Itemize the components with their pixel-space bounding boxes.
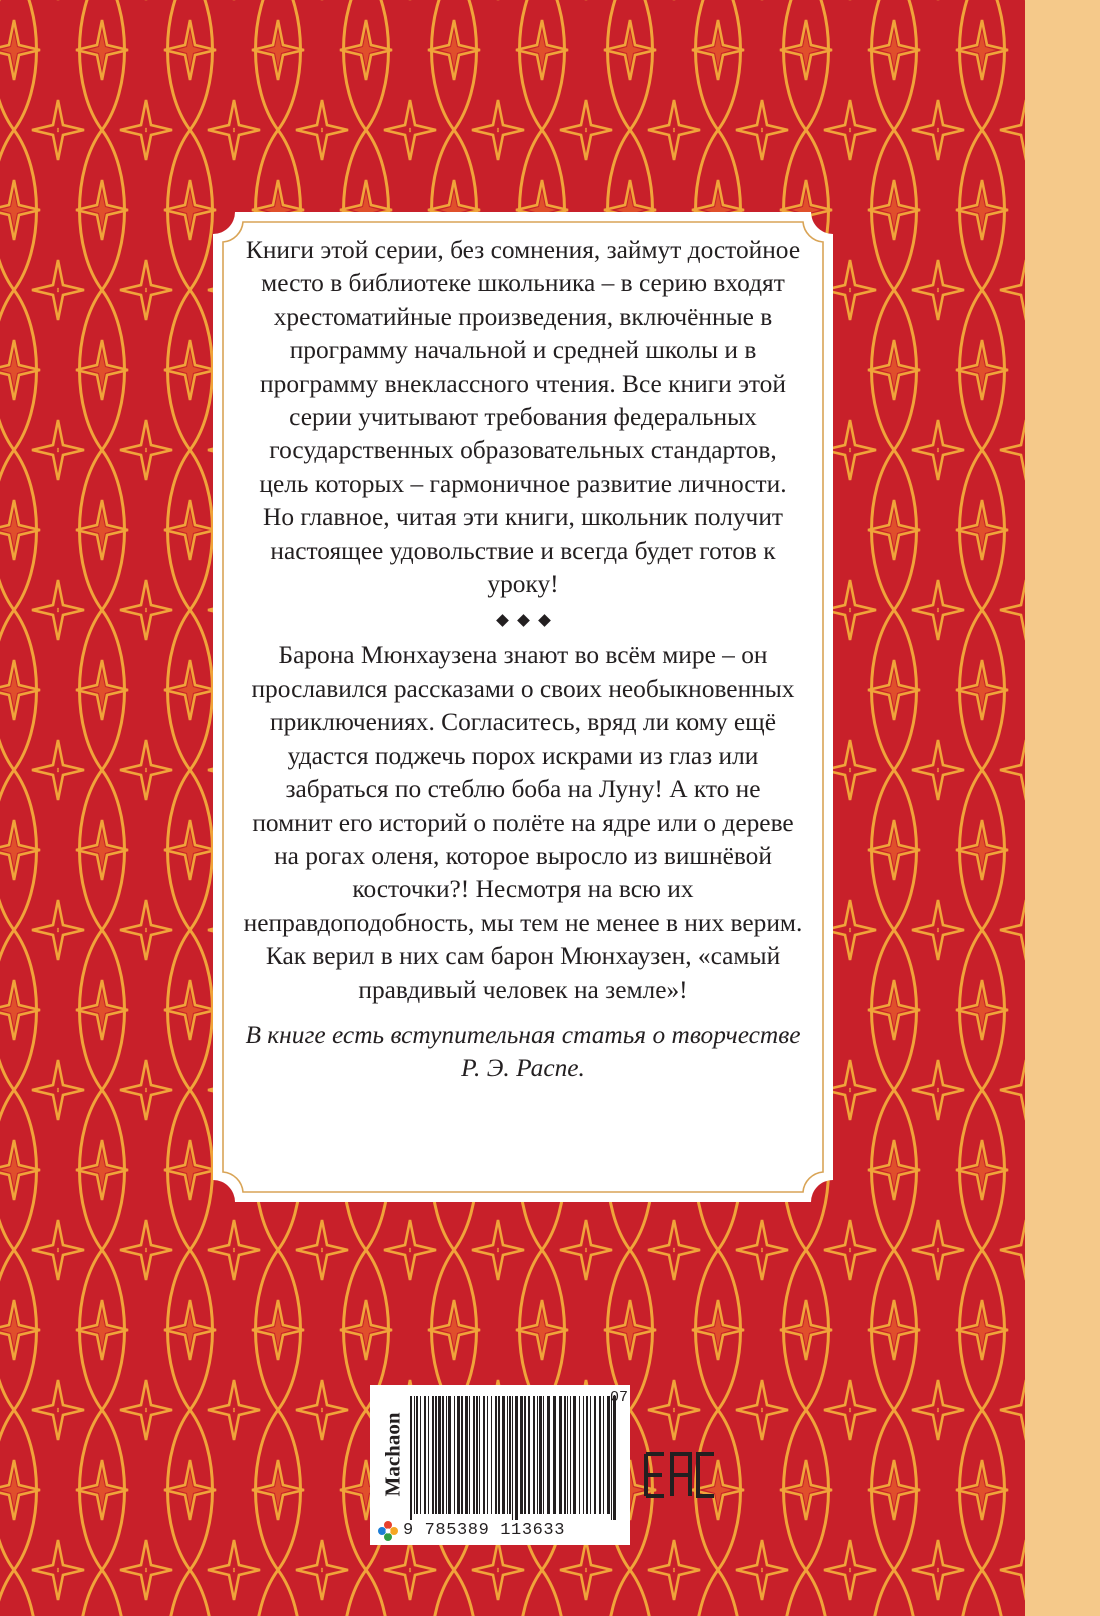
barcode-addon: 07	[609, 1389, 628, 1406]
intro-article-note: В книге есть вступительная статья о творчестве Р. Э. Распе.	[245, 1020, 801, 1083]
publisher-brand	[380, 1390, 406, 1518]
diamond-icon	[517, 614, 530, 627]
eac-mark-icon	[644, 1452, 716, 1498]
diamond-icon	[538, 614, 551, 627]
diamond-icon	[496, 614, 509, 627]
card-text	[243, 234, 803, 1086]
isbn-digits: 9 785389 113633	[403, 1521, 566, 1540]
book-spine	[1025, 0, 1100, 1616]
flower-logo-icon	[376, 1519, 400, 1543]
divider	[243, 601, 803, 639]
series-description: Книги этой серии, без сомнения, займут достойное место в библиотеке школьника – в серию входят хрестоматийные произведения, включённые в программу начальной и средней школы и в программу внеклассного чтения. Все книги этой серии учитывают требования федеральных государственных образовательных стандартов, цель которых – гармоничное развитие личности. Но главное, читая эти книги, школьник получит настоящее удовольствие и всегда будет готов к уроку!	[245, 236, 801, 599]
description-card	[213, 212, 833, 1202]
publisher-brand-text: Machaon	[380, 1412, 405, 1496]
barcode	[410, 1396, 620, 1520]
book-description: Барона Мюнхаузена знают во всём мире – он прославился рассказами о своих необыкновенных приключениях. Согласитесь, вряд ли кому ещё удастся поджечь порох искрами из глаз или забраться по стеблю боба на Луну! А кто не помнит его историй о полёте на ядре или о дереве на рогах оленя, которое выросло из вишнёвой косточки?! Несмотря на всю их неправдоподобность, мы тем не менее в них верим. Как верил в них сам барон Мюнхаузен, «самый правдивый человек на земле»!	[243, 641, 803, 1004]
